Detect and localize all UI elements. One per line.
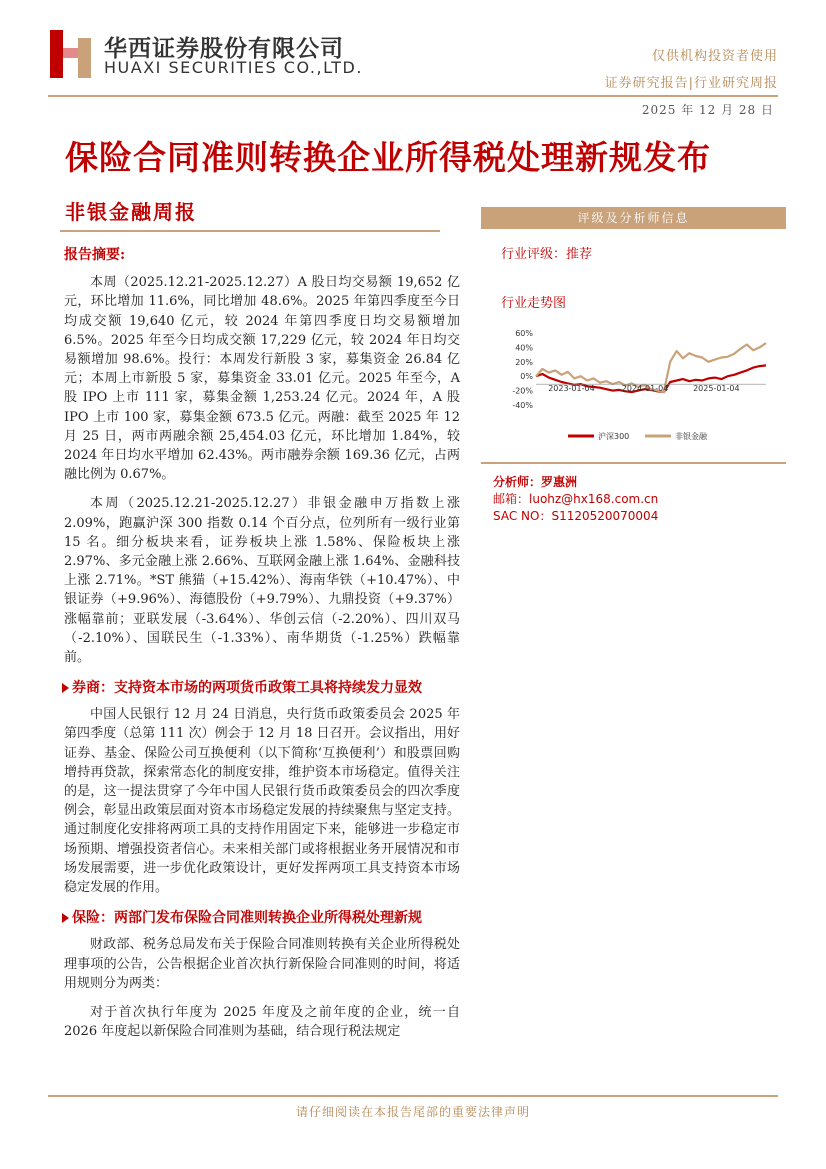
trend-chart-label: 行业走势图 [501,296,567,311]
page-title: 保险合同准则转换企业所得税处理新规发布 [65,138,711,177]
report-type: 证券研究报告|行业研究周报 [604,76,778,91]
analyst-email: 邮箱：luohz@hx168.com.cn [493,492,659,506]
y-tick-label: 60% [515,329,533,338]
analyst-name: 分析师：罗惠洲 [493,475,578,489]
insurance-paragraph-2: 对于首次执行年度为 2025 年度及之前年度的企业，统一自 2026 年度起以新保险合同准则为基础，结合现行税法规定 [64,1004,460,1040]
triangle-bullet-icon [62,913,69,923]
usage-note: 仅供机构投资者使用 [651,49,778,64]
x-tick-label: 2024-01-04 [621,384,669,394]
company-name-cn: 华西证券股份有限公司 [104,36,344,62]
summary-label: 报告摘要: [64,247,126,263]
report-body [64,246,460,1051]
footer-disclaimer: 请仔细阅读在本报告尾部的重要法律声明 [295,1105,530,1119]
subtitle-divider [60,230,440,232]
legend-label-非银金融: 非银金融 [675,432,707,441]
x-tick-label: 2025-01-04 [693,384,740,394]
x-tick-label: 2023-01-04 [548,384,595,394]
legend-label-沪深300: 沪深300 [598,432,630,441]
footer-divider [48,1095,778,1097]
section-heading-insurance-text: 保险：两部门发布保险合同准则转换企业所得税处理新规 [72,910,422,927]
analyst-sac-number: SAC NO：S1120520070004 [493,509,659,523]
industry-rating: 行业评级：推荐 [501,247,593,262]
summary-paragraph-1: 本周（2025.12.21-2025.12.27）A 股日均交易额 19,652 亿元，环比增加 11.6%，同比增加 48.6%。2025 年第四季度至今日均成交额 19,640 亿元，较 2024 年第四季度日均交易额增加 6.5%。2025 年至今日均成交额 17,229 亿元，较 2024 年日均交易额增加 98.6%。投行：本周发行新股 3 家，募集资金 26.84 亿元；本周上市新股 5 家，募集资金 33.01 亿元。2025 年至今，A 股 IPO 上市 111 家，募集金额 1,253.24 亿元。2024 年，A 股 IPO 上市 100 家，募集金额 673.5 亿元。两融：截至 2025 年 12 月 25 日，两市两融余额 25,454.03 亿元，环比增加 1.84%，较 2024 年日均水平增加 62.43%。两市融券余额 169.36 亿元，占两融比例为 0.67%。 [64,275,460,483]
report-date: 2025 年 12 月 28 日 [641,103,774,117]
y-tick-label: -20% [512,386,533,396]
summary-paragraph-2: 本周（2025.12.21-2025.12.27）非银金融申万指数上涨 2.09%，跑赢沪深 300 指数 0.14 个百分点，位列所有一级行业第 15 名。细分板块来看，证券板块上涨 1.58%、保险板块上涨 2.97%、多元金融上涨 2.66%、互联网金融上涨 1.64%、金融科技上涨 2.71%。*ST 熊猫（+15.42%）、海南华铁（+10.47%）、中银证券（+9.96%）、海德股份（+9.79%）、九鼎投资（+9.37%）涨幅靠前；亚联发展（-3.64%）、华创云信（-2.20%）、四川双马（-2.10%）、国联民生（-1.33%）、南华期货（-1.25%）跌幅靠前。 [64,496,460,666]
section-heading-broker-text: 券商：支持资本市场的两项货币政策工具将持续发力显效 [72,680,422,697]
report-subtitle: 非银金融周报 [65,200,197,224]
y-tick-label: -40% [512,401,533,410]
insurance-paragraph-1: 财政部、税务总局发布关于保险合同准则转换有关企业所得税处理事项的公告，公告根据企业首次执行新保险合同准则的时间，将适用规则分为两类： [64,937,460,991]
section-heading-broker [62,677,460,699]
y-tick-label: 40% [515,343,533,353]
y-tick-label: 0% [520,372,533,382]
header-divider [48,95,778,97]
y-tick-label: 20% [515,357,533,367]
section-heading-insurance [62,907,460,929]
industry-trend-chart [500,325,780,450]
company-name-en: HUAXI SECURITIES CO.,LTD. [104,58,363,77]
broker-paragraph: 中国人民银行 12 月 24 日消息，央行货币政策委员会 2025 年第四季度（总第 111 次）例会于 12 月 18 日召开。会议指出，用好证券、基金、保险公司互换便利（以下简称‘互换便利’）和股票回购增持再贷款，探索常态化的制度安排，维护资本市场稳定。值得关注的是，这一提法贯穿了今年中国人民银行货币政策委员会的四次季度例会，彰显出政策层面对资本市场稳定发展的持续聚焦与坚定支持。通过制度化安排将两项工具的支持作用固定下来，能够进一步稳定市场预期、增强投资者信心。未来相关部门或将根据业务开展情况和市场发展需要，进一步优化政策设计，更好发挥两项工具支持资本市场稳定发展的作用。 [64,707,460,896]
company-logo [50,30,94,78]
analyst-divider [481,462,786,464]
rating-panel-header: 评级及分析师信息 [481,207,786,229]
huaxi-logo-icon [50,30,94,78]
triangle-bullet-icon [62,683,69,693]
